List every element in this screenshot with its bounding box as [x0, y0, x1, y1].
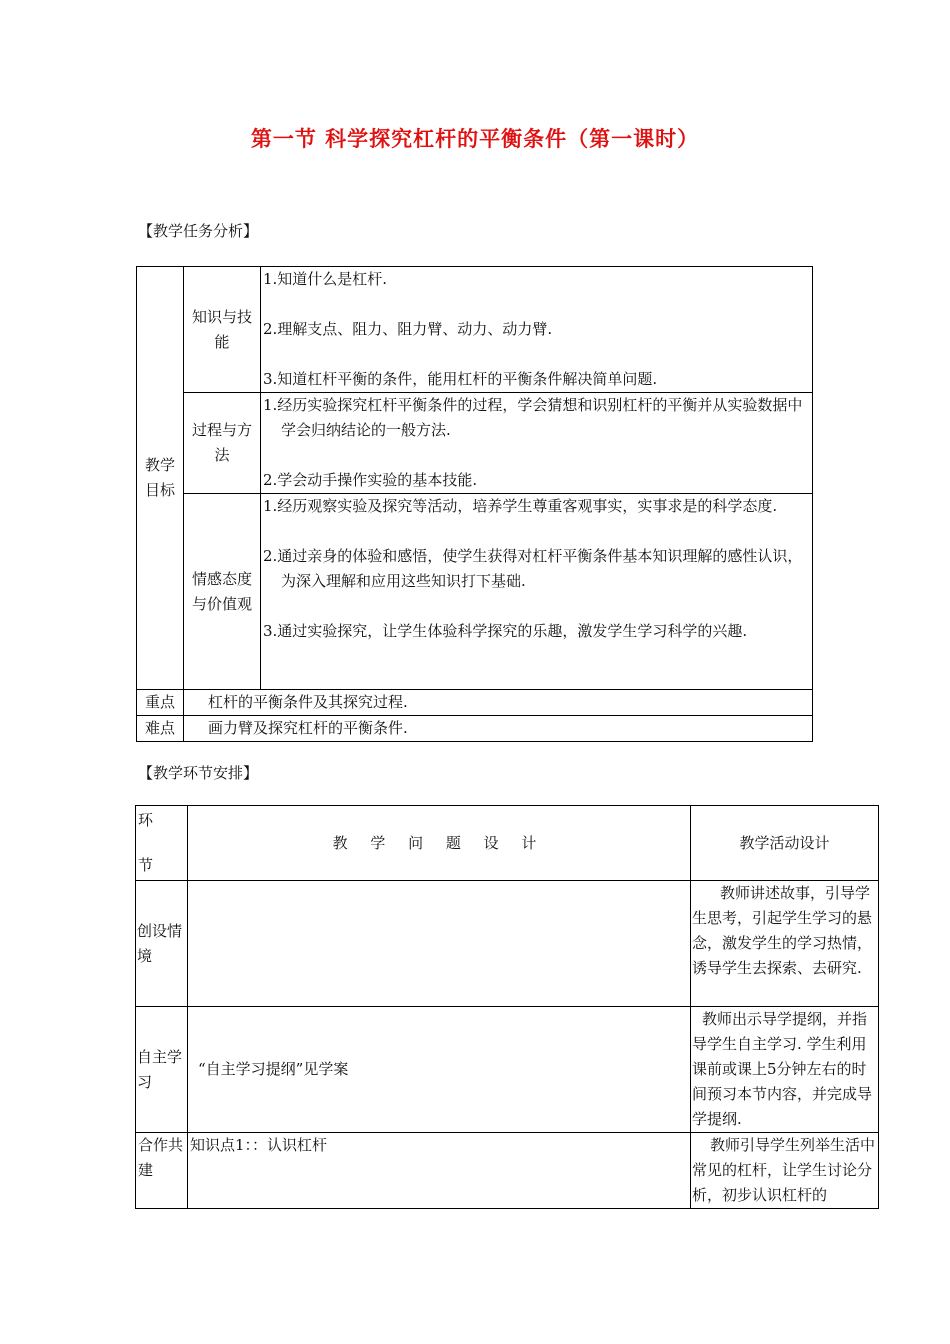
- header-stage-top: 环: [138, 811, 154, 829]
- list-item: 1.经历实验探究杠杆平衡条件的过程，学会猜想和识别杠杆的平衡并从实验数据中学会归纳结论的一般方法.: [263, 396, 803, 439]
- header-stage: [136, 806, 188, 881]
- list-item: 1.知道什么是杠杆.: [263, 270, 388, 288]
- difficulty-label: 难点: [137, 716, 184, 742]
- difficulty-text: 画力臂及探究杠杆的平衡条件.: [184, 716, 813, 742]
- objective-category-process: 过程与方法: [184, 393, 261, 494]
- stage-activity: 教师引导学生列举生活中常见的杠杆，让学生讨论分析，初步认识杠杆的: [691, 1133, 879, 1209]
- list-item: 3.知道杠杆平衡的条件，能用杠杆的平衡条件解决简单问题.: [263, 370, 658, 388]
- objective-items-process: [261, 393, 813, 494]
- stage-label: 自主学习: [136, 1007, 188, 1133]
- section-heading-stages: 【教学环节安排】: [138, 764, 259, 782]
- list-item: 2.学会动手操作实验的基本技能.: [263, 471, 478, 489]
- key-point-text: 杠杆的平衡条件及其探究过程.: [184, 690, 813, 716]
- objectives-group-label: 教学目标: [137, 267, 184, 690]
- stage-activity: 教师讲述故事，引导学生思考，引起学生学习的悬念，激发学生的学习热情，诱导学生去探索、去研究.: [691, 881, 879, 1007]
- header-design: 教 学 问 题 设 计: [188, 806, 691, 881]
- page-title: 第一节 科学探究杠杆的平衡条件（第一课时）: [250, 127, 700, 151]
- stage-design: [188, 881, 691, 1007]
- stage-activity: 教师出示导学提纲，并指导学生自主学习. 学生利用课前或课上5分钟左右的时间预习本节内容，并完成导学提纲.: [691, 1007, 879, 1133]
- list-item: 2.通过亲身的体验和感悟，使学生获得对杠杆平衡条件基本知识理解的感性认识，为深入理解和应用这些知识打下基础.: [263, 547, 803, 590]
- stage-design: 知识点1：：认识杠杆: [188, 1133, 691, 1209]
- objective-items-knowledge: [261, 267, 813, 393]
- header-activity: 教学活动设计: [691, 806, 879, 881]
- list-item: 1.经历观察实验及探究等活动，培养学生尊重客观事实，实事求是的科学态度.: [263, 497, 778, 515]
- stage-label: 合作共建: [136, 1133, 188, 1209]
- list-item: 3.通过实验探究，让学生体验科学探究的乐趣，激发学生学习科学的兴趣.: [263, 622, 748, 640]
- objective-items-attitude: [261, 494, 813, 690]
- stages-table: [135, 805, 879, 1209]
- header-stage-bottom: 节: [138, 856, 154, 874]
- section-heading-task-analysis: 【教学任务分析】: [138, 222, 259, 240]
- objectives-table: [136, 266, 813, 742]
- list-item: 2.理解支点、阻力、阻力臂、动力、动力臂.: [263, 320, 553, 338]
- stage-label: 创设情境: [136, 881, 188, 1007]
- objective-category-knowledge: 知识与技能: [184, 267, 261, 393]
- stage-design: “自主学习提纲”见学案: [188, 1007, 691, 1133]
- objective-category-attitude: 情感态度与价值观: [184, 494, 261, 690]
- key-point-label: 重点: [137, 690, 184, 716]
